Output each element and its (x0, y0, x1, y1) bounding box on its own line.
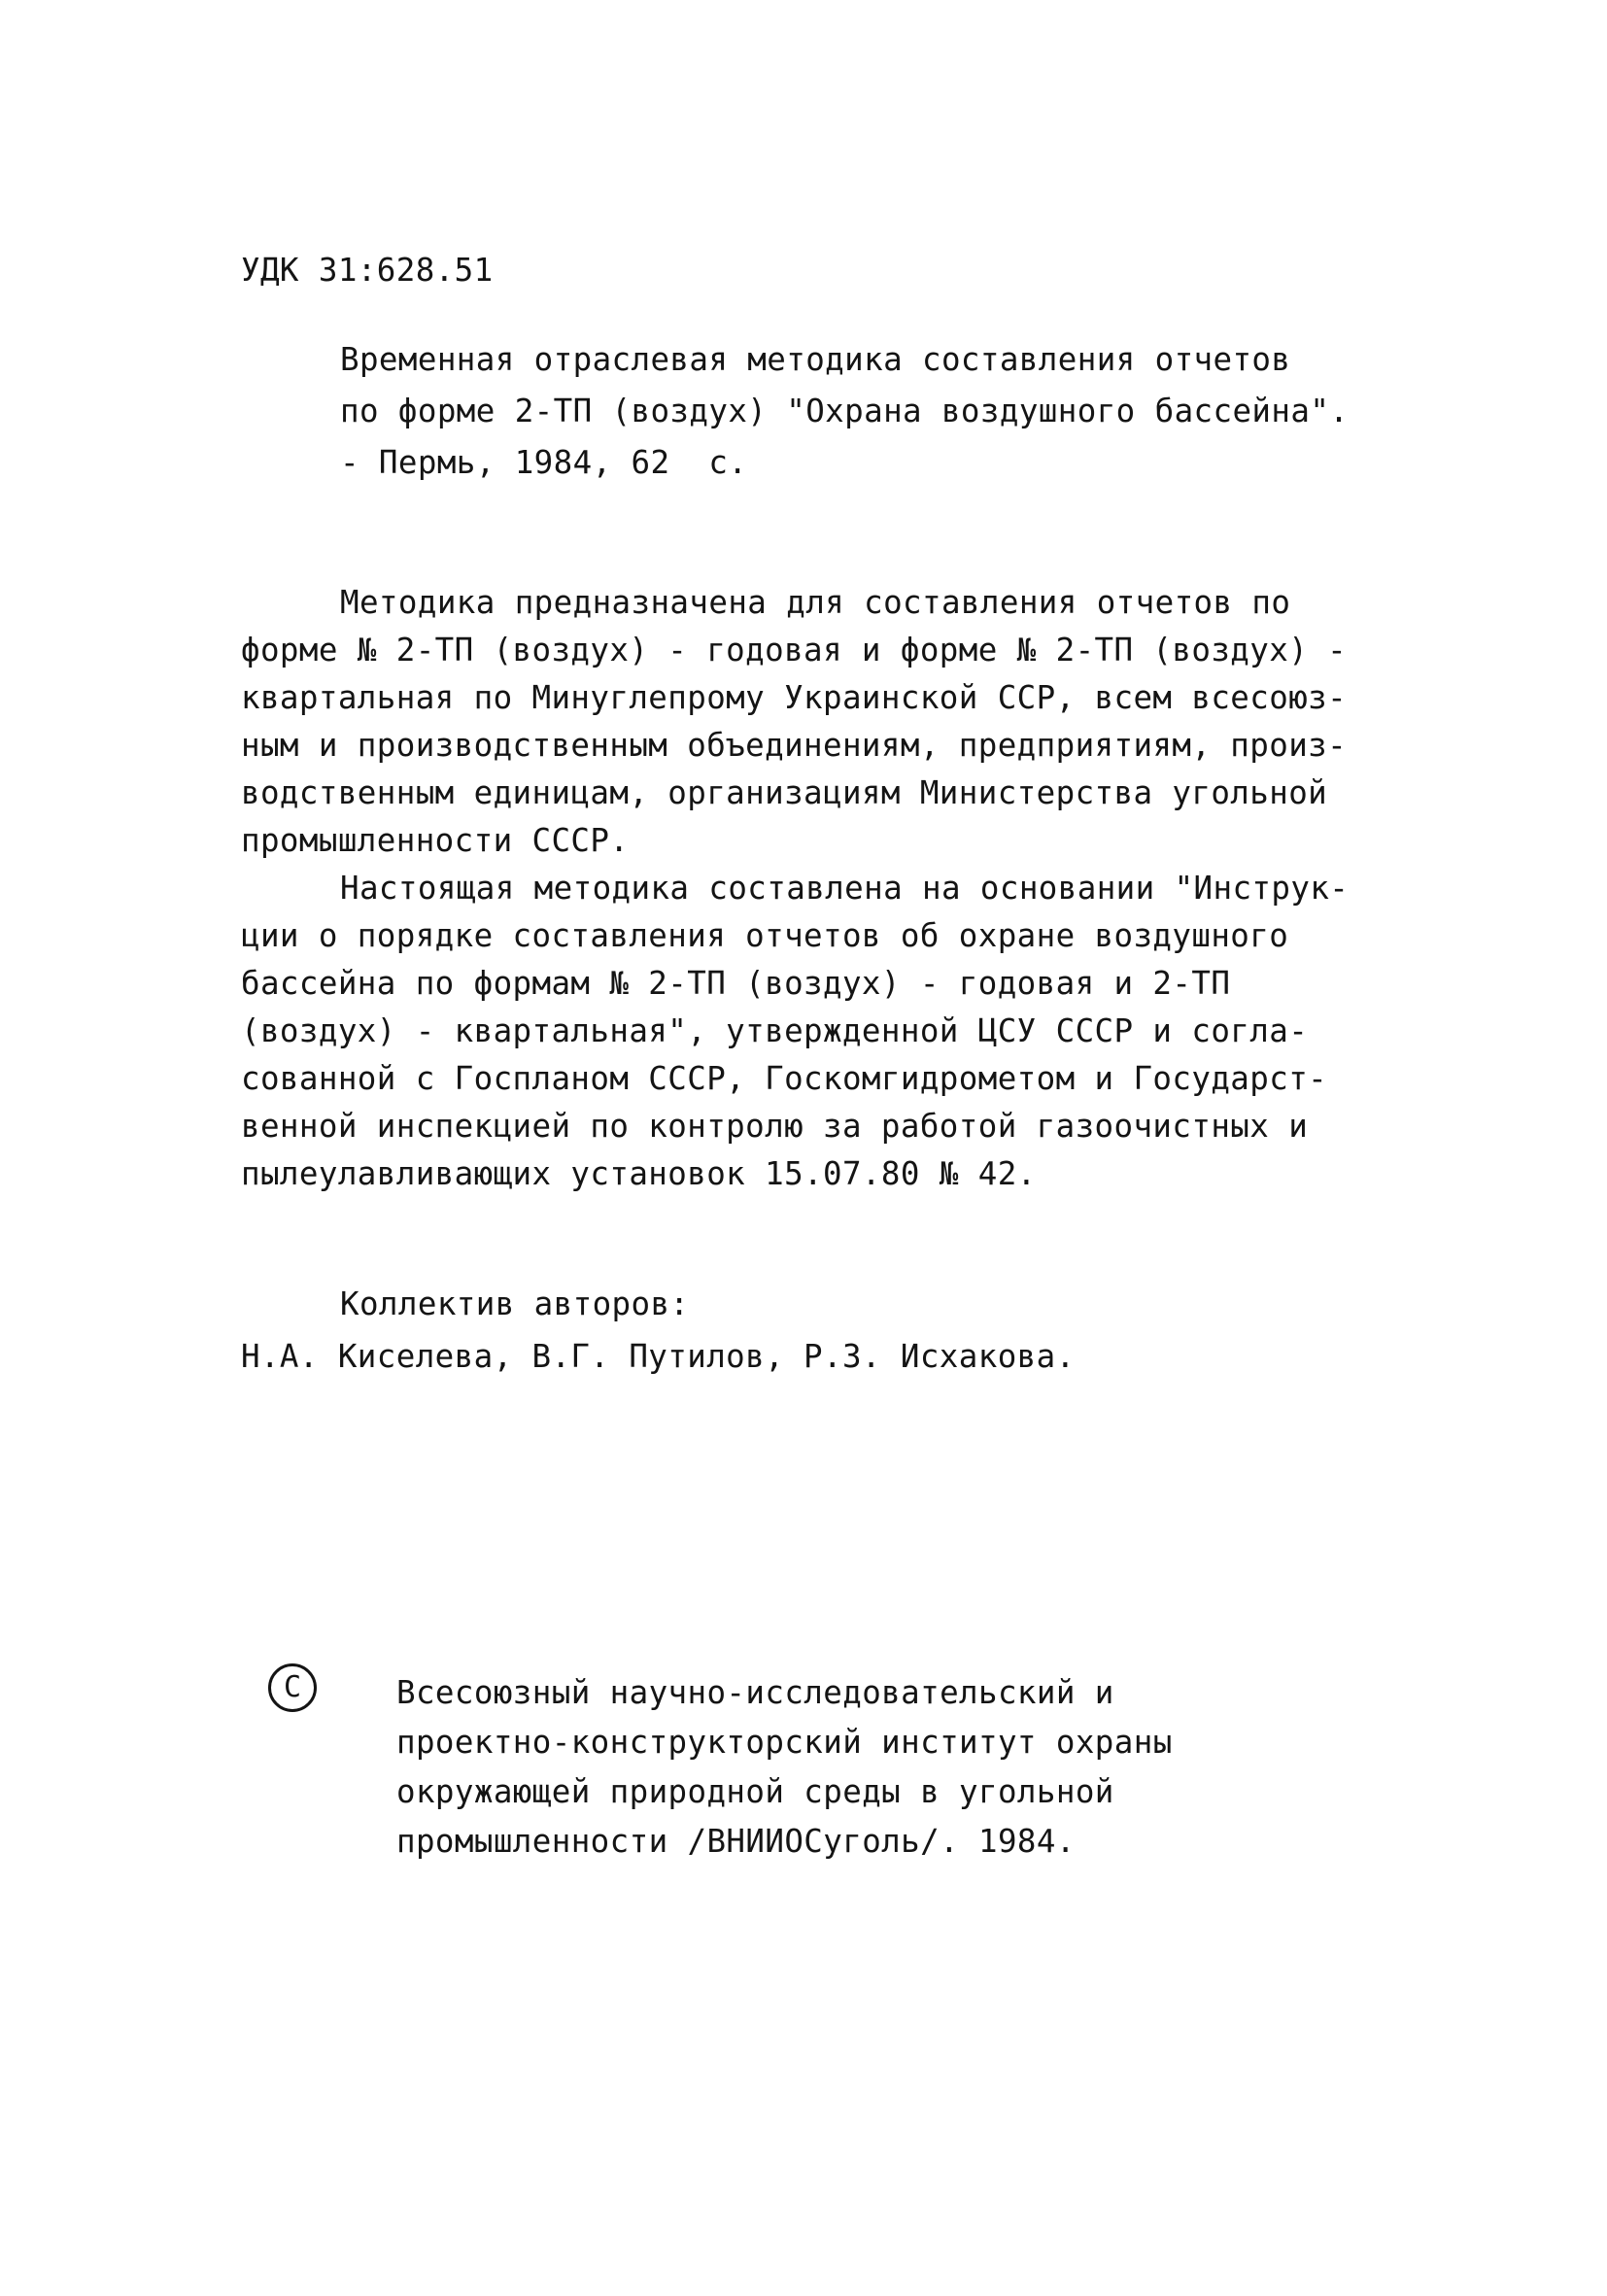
abstract-line: квартальная по Минуглепрому Украинской ССР, всем всесоюз- (241, 679, 1348, 716)
abstract-line: ции о порядке составления отчетов об охране воздушного (241, 917, 1289, 954)
abstract-line: форме № 2-ТП (воздух) - годовая и форме № 2-ТП (воздух) - (241, 632, 1348, 668)
abstract-line: (воздух) - квартальная", утвержденной ЦСУ СССР и согла- (241, 1012, 1309, 1049)
copyright-icon (268, 1663, 317, 1712)
abstract-line: венной инспекцией по контролю за работой газоочистных и (241, 1108, 1309, 1145)
copyright-line: промышленности /ВНИИОСуголь/. 1984. (396, 1823, 1076, 1860)
copyright-symbol-letter: C (283, 1670, 302, 1704)
copyright-line: проектно-конструкторский институт охраны (396, 1724, 1173, 1761)
abstract-line: Настоящая методика составлена на основании "Инструк- (340, 870, 1350, 907)
copyright-line: Всесоюзный научно-исследовательский и (396, 1674, 1114, 1711)
authors-names: Н.А. Киселева, В.Г. Путилов, Р.З. Исхакова. (241, 1338, 1076, 1375)
authors-heading: Коллектив авторов: (340, 1285, 690, 1322)
citation-line: - Пермь, 1984, 62 с. (340, 444, 748, 481)
abstract-line: промышленности СССР. (241, 822, 630, 859)
abstract-line: бассейна по формам № 2-ТП (воздух) - годовая и 2-ТП (241, 965, 1231, 1002)
copyright-line: окружающей природной среды в угольной (396, 1773, 1114, 1810)
abstract-line: Методика предназначена для составления отчетов по (340, 584, 1291, 621)
abstract-line: ным и производственным объединениям, предприятиям, произ- (241, 727, 1348, 764)
abstract-line: пылеулавливающих установок 15.07.80 № 42. (241, 1155, 1037, 1192)
abstract-line: сованной с Госпланом СССР, Госкомгидрометом и Государст- (241, 1060, 1328, 1097)
citation-line: Временная отраслевая методика составления отчетов (340, 341, 1291, 378)
abstract-line: водственным единицам, организациям Министерства угольной (241, 774, 1328, 811)
udk-code: УДК 31:628.51 (241, 252, 494, 289)
citation-line: по форме 2-ТП (воздух) "Охрана воздушного бассейна". (340, 393, 1350, 429)
